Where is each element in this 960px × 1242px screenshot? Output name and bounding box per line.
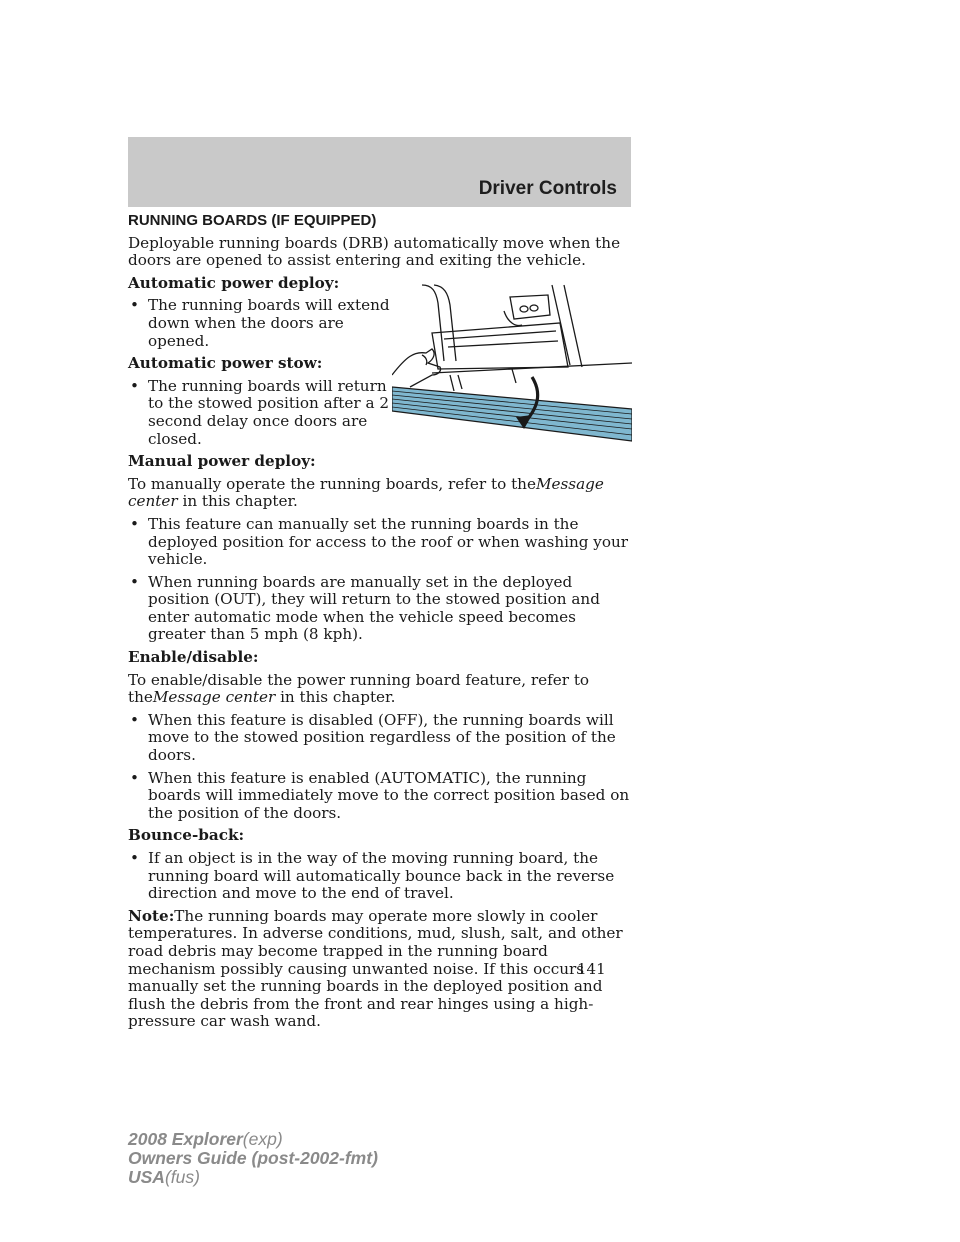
bullet-text: The running boards will return to the stowed position after a 2 second delay once doors are closed.: [148, 376, 389, 448]
footer-line-1: [128, 1130, 378, 1149]
footer-line-3: [128, 1168, 378, 1187]
list-item: [128, 850, 631, 903]
footer-model: 2008 Explorer: [128, 1129, 243, 1149]
bullet-glyph: •: [130, 710, 139, 729]
page-content: [128, 212, 631, 1036]
enable-disable-text-before: To enable/disable the power running board feature, refer to the: [128, 670, 590, 707]
bullet-glyph: •: [130, 514, 139, 533]
header-band: [128, 137, 631, 207]
bounce-back-title: Bounce-back:: [128, 826, 245, 845]
auto-deploy-title: Automatic power deploy:: [128, 273, 340, 292]
intro-paragraph: Deployable running boards (DRB) automatically move when the doors are opened to assist entering and exiting the vehicle.: [128, 233, 621, 270]
bullet-glyph: •: [130, 296, 139, 315]
bullet-text: This feature can manually set the running boards in the deployed position for access to the roof or when washing your vehicle.: [148, 514, 629, 569]
note-paragraph: [128, 908, 631, 1031]
footer-line-2: [128, 1149, 378, 1168]
footer-market-code: (fus): [164, 1167, 200, 1187]
list-item: [128, 770, 631, 823]
section-title: Driver Controls: [478, 178, 617, 199]
page-number: 141: [577, 960, 606, 978]
bullet-glyph: •: [130, 572, 139, 591]
note-label: Note:: [128, 906, 175, 925]
bullet-glyph: •: [130, 768, 139, 787]
bullet-text: If an object is in the way of the moving running board, the running board will automatically bounce back in the reverse direction and move to the end of travel.: [148, 849, 615, 903]
manual-deploy-paragraph: [128, 476, 631, 511]
bullet-text: The running boards will extend down when the doors are opened.: [148, 296, 390, 350]
footer-model-code: (exp): [242, 1129, 283, 1149]
list-item: [128, 297, 403, 350]
footer-market: USA: [128, 1167, 165, 1187]
enable-disable-title: Enable/disable:: [128, 648, 259, 667]
bullet-text: When this feature is enabled (AUTOMATIC), the running boards will immediately move to the correct position based on the position of the doors.: [148, 768, 630, 822]
bullet-text: When running boards are manually set in the deployed position (OUT), they will return to the stowed position and enter automatic mode when the vehicle speed becomes greater than 5 mph (8 kph).: [148, 572, 600, 644]
list-item: [128, 574, 631, 644]
enable-disable-text-after: in this chapter.: [280, 688, 396, 707]
bullet-text: When this feature is disabled (OFF), the running boards will move to the stowed position regardless of the position of the doors.: [148, 710, 616, 765]
message-center-reference: Message center: [152, 688, 276, 707]
manual-deploy-text-before: To manually operate the running boards, refer to the: [128, 474, 536, 493]
enable-disable-paragraph: [128, 672, 631, 707]
message-center-reference: Message center: [128, 474, 604, 511]
list-item: [128, 516, 631, 569]
list-item: [128, 712, 631, 765]
manual-deploy-text-after: in this chapter.: [182, 492, 298, 511]
list-item: [128, 378, 403, 448]
note-text: The running boards may operate more slowly in cooler temperatures. In adverse conditions, mud, slush, salt, and other road debris may become trapped in the running board mechanism possibly causing unwanted noise. If this occurs manually set the running boards in the deployed position and flush the debris from the front and rear hinges using a high-pressure car wash wand.: [128, 906, 623, 1031]
auto-stow-title: Automatic power stow:: [128, 354, 323, 373]
document-footer: [128, 1130, 378, 1187]
footer-guide: Owners Guide (post-2002-fmt): [128, 1148, 378, 1168]
manual-deploy-title: Manual power deploy:: [128, 452, 316, 471]
section-heading: RUNNING BOARDS (IF EQUIPPED): [128, 212, 377, 229]
bullet-glyph: •: [130, 376, 139, 395]
bullet-glyph: •: [130, 849, 139, 867]
